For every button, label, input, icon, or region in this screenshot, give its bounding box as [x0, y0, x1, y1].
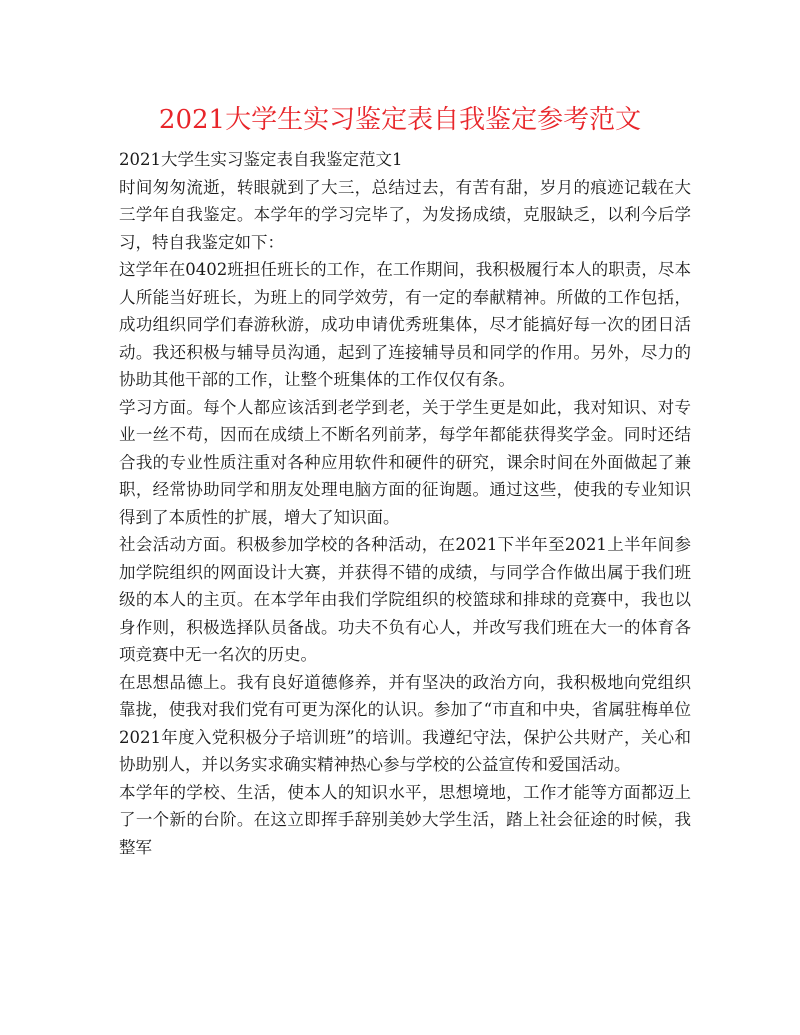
subtitle-paragraph: 2021大学生实习鉴定表自我鉴定范文1: [119, 150, 403, 169]
paragraph-class-monitor: 这学年在0402班担任班长的工作，在工作期间，我积极履行本人的职责，尽本人所能当好班长，为班上的同学效劳，有一定的奉献精神。所做的工作包括，成功组织同学们春游秋游，成功申请优秀班集体，尽才能搞好每一次的团日活动。我还积极与辅导员沟通，起到了连接辅导员和同学的作用。另外，尽力的协助其他干部的工作，让整个班集体的工作仅仅有条。: [119, 260, 691, 389]
paragraph-intro: 时间匆匆流逝，转眼就到了大三，总结过去，有苦有甜，岁月的痕迹记载在大三学年自我鉴定。本学年的学习完毕了，为发扬成绩，克服缺乏，以利今后学习，特自我鉴定如下：: [119, 177, 691, 252]
document-title: 2021大学生实习鉴定表自我鉴定参考范文: [158, 105, 642, 135]
document-body: [119, 146, 691, 861]
paragraph-summary: 本学年的学校、生活，使本人的知识水平，思想境地，工作才能等方面都迈上了一个新的台阶。在这立即挥手辞别美妙大学生活，踏上社会征途的时候，我整军: [119, 782, 691, 857]
paragraph-morality: 在思想品德上。我有良好道德修养，并有坚决的政治方向，我积极地向党组织靠拢，使我对我们党有可更为深化的认识。参加了“市直和中央，省属驻梅单位2021年度入党积极分子培训班”的培训。我遵纪守法，保护公共财产，关心和协助别人，并以务实求确实精神热心参与学校的公益宣传和爱国活动。: [119, 672, 691, 774]
paragraph-social-activities: 社会活动方面。积极参加学校的各种活动，在2021下半年至2021上半年间参加学院组织的网面设计大赛，并获得不错的成绩，与同学合作做出属于我们班级的本人的主页。在本学年由我们学院组织的校篮球和排球的竞赛中，我也以身作则，积极选择队员备战。功夫不负有心人，并改写我们班在大一的体育各项竞赛中无一名次的历史。: [119, 535, 691, 664]
paragraph-study: 学习方面。每个人都应该活到老学到老，关于学生更是如此，我对知识、对专业一丝不苟，因而在成绩上不断名列前茅，每学年都能获得奖学金。同时还结合我的专业性质注重对各种应用软件和硬件的研究，课余时间在外面做起了兼职，经常协助同学和朋友处理电脑方面的征询题。通过这些，使我的专业知识得到了本质性的扩展，增大了知识面。: [119, 397, 691, 527]
